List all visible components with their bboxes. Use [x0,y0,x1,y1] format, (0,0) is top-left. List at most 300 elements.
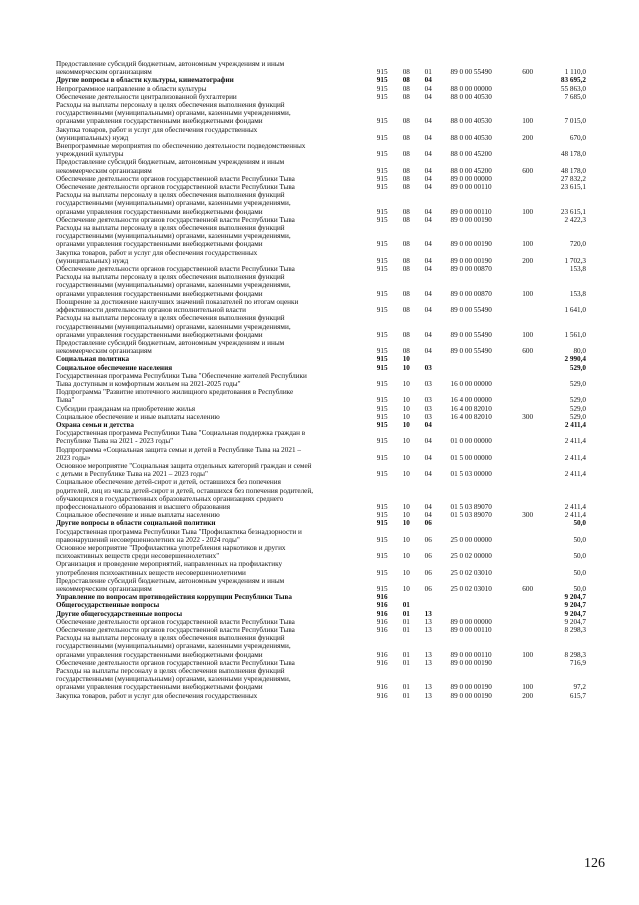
amount: 7 015,0 [564,117,587,126]
target-article-code: 89 0 00 00000 [450,617,492,626]
table-row [56,634,586,659]
row-name [56,593,377,601]
row-name [56,446,377,462]
row-name [56,85,377,93]
row-name-line: Предоставление субсидий бюджетным, автономным учреждениям и иным [56,158,285,167]
amount: 8 298,3 [564,650,587,659]
amount: 2 411,4 [564,502,587,511]
subsection-code: 04 [424,511,432,520]
amount: 55 863,0 [560,84,587,93]
table-row [56,191,586,216]
row-name-line: органами управления государственными внебюджетными фондами [56,683,263,692]
section-code: 10 [402,568,410,577]
table-row [56,265,586,273]
amount: 9 204,7 [564,593,587,602]
amount: 50,0 [573,585,587,593]
table-row [56,429,586,445]
row-name [56,224,377,249]
table-row [56,126,586,142]
subsection-code: 04 [424,166,432,175]
table-row [56,372,586,388]
row-name-line: Охрана семьи и детства [56,420,134,429]
section-code: 10 [402,519,410,528]
table-row [56,60,586,76]
row-name [56,618,377,626]
dept-code: 916 [376,609,388,618]
row-name-line: государственными (муниципальными) органами, казенными учреждениями, [56,109,291,118]
subsection-code: 13 [424,683,432,692]
table-row [56,85,586,93]
dept-code: 915 [376,347,388,356]
subsection-code: 04 [424,420,432,429]
subsection-code: 03 [424,363,432,372]
dept-code: 915 [376,183,388,192]
row-name [56,634,377,659]
page-number: 126 [584,856,605,871]
section-code: 10 [402,453,410,462]
section-code: 01 [402,683,410,692]
subsection-code: 06 [424,568,432,577]
row-name-line: Внепрограммные мероприятия по обеспечению деятельности подведомственных [56,142,306,151]
amount: 2 411,4 [564,437,587,446]
dept-code: 915 [376,84,388,93]
row-name [56,364,377,372]
target-article-code: 25 0 02 03010 [450,585,492,593]
target-article-code: 16 4 00 82010 [450,412,492,421]
subsection-code: 13 [424,691,432,700]
section-code: 10 [402,552,410,561]
amount: 1 561,0 [564,330,587,339]
section-code: 08 [402,174,410,183]
row-name [56,659,377,667]
amount: 48 178,0 [560,150,587,159]
subsection-code: 04 [424,215,432,224]
amount: 615,7 [569,691,587,700]
amount: 529,0 [569,379,587,388]
amount: 50,0 [573,535,587,544]
row-name-line: Подпрограмма "Развитие ипотечного жилищного кредитования в Республике [56,388,294,397]
expense-type-code: 100 [522,207,534,216]
row-name [56,519,377,527]
subsection-code: 06 [424,585,432,593]
target-article-code: 89 0 00 00190 [450,683,492,692]
section-code: 01 [402,650,410,659]
row-name [56,692,377,700]
row-name [56,560,377,576]
table-row [56,183,586,191]
table-row [56,478,586,511]
row-name-line: Государственная программа Республики Тыва "Обеспечение жителей Республики [56,371,307,380]
target-article-code: 25 0 02 00000 [450,552,492,561]
row-name-line: Субсидии гражданам на приобретение жилья [56,404,196,413]
subsection-code: 04 [424,502,432,511]
section-code: 08 [402,289,410,298]
dept-code: 915 [376,133,388,142]
row-name [56,355,377,363]
row-name [56,249,377,265]
amount: 9 204,7 [564,609,587,618]
dept-code: 915 [376,420,388,429]
table-row [56,175,586,183]
row-name-line: Государственная программа Республики Тыва "Профилактика безнадзорности и [56,527,302,536]
row-name-line: 2023 годы» [56,453,91,462]
subsection-code: 13 [424,658,432,667]
dept-code: 915 [376,519,388,528]
expense-type-code: 600 [522,166,534,175]
section-code: 08 [402,256,410,265]
table-row [56,618,586,626]
dept-code: 916 [376,601,388,610]
dept-code: 916 [376,683,388,692]
section-code: 08 [402,68,410,77]
row-name-line: Социальное обеспечение и иные выплаты населению [56,511,220,520]
subsection-code: 06 [424,519,432,528]
row-name-line: родителей, лиц из числа детей-сирот и детей, оставшихся без попечения родителей, [56,486,314,495]
subsection-code: 03 [424,412,432,421]
row-name [56,601,377,609]
dept-code: 915 [376,585,388,593]
target-article-code: 89 0 00 00110 [450,626,492,635]
section-code: 08 [402,265,410,274]
row-name [56,93,377,101]
row-name-line: Обеспечение деятельности органов государственной власти Республики Тыва [56,265,295,274]
table-row [56,224,586,249]
row-name-line: государственными (муниципальными) органами, казенными учреждениями, [56,281,291,290]
row-name-line: Обеспечение деятельности органов государственной власти Республики Тыва [56,215,295,224]
amount: 27 832,2 [560,174,587,183]
budget-table [56,60,586,700]
subsection-code: 03 [424,379,432,388]
amount: 670,0 [569,133,587,142]
target-article-code: 88 0 00 45200 [450,150,492,159]
target-article-code: 88 0 00 40530 [450,133,492,142]
row-name [56,413,377,421]
section-code: 08 [402,207,410,216]
row-name-line: органами управления государственными внебюджетными фондами [56,289,263,298]
dept-code: 916 [376,650,388,659]
subsection-code: 04 [424,207,432,216]
table-row [56,446,586,462]
row-name [56,101,377,126]
amount: 83 695,2 [560,76,587,85]
expense-type-code: 100 [522,289,534,298]
row-name-line: Обеспечение деятельности органов государственной власти Республики Тыва [56,617,295,626]
section-code: 10 [402,379,410,388]
section-code: 01 [402,691,410,700]
subsection-code: 13 [424,650,432,659]
row-name-line: Поощрение за достижение наилучших значений показателей по итогам оценки [56,297,299,306]
target-article-code: 89 0 00 55490 [450,330,492,339]
subsection-code: 04 [424,437,432,446]
target-article-code: 01 0 00 00000 [450,437,492,446]
subsection-code: 04 [424,256,432,265]
table-row [56,577,586,593]
row-name [56,158,377,174]
subsection-code: 04 [424,150,432,159]
amount: 23 615,1 [560,207,587,216]
table-row [56,626,586,634]
dept-code: 915 [376,306,388,315]
row-name-line: Предоставление субсидий бюджетным, автономным учреждениям и иным [56,338,285,347]
table-row [56,298,586,314]
row-name [56,577,377,593]
amount: 716,9 [569,658,587,667]
subsection-code: 04 [424,453,432,462]
expense-type-code: 100 [522,240,534,249]
row-name-line: Обеспечение деятельности органов государственной власти Республики Тыва [56,183,295,192]
subsection-code: 03 [424,404,432,413]
dept-code: 916 [376,658,388,667]
subsection-code: 04 [424,76,432,85]
amount: 2 990,4 [564,355,587,364]
dept-code: 915 [376,174,388,183]
amount: 153,8 [569,265,587,274]
amount: 720,0 [569,240,587,249]
section-code: 10 [402,404,410,413]
table-row [56,249,586,265]
dept-code: 915 [376,76,388,85]
amount: 9 204,7 [564,617,587,626]
target-article-code: 01 5 03 89070 [450,502,492,511]
table-row [56,142,586,158]
row-name-line: Расходы на выплаты персоналу в целях обеспечения выполнения функций [56,191,285,200]
table-row [56,314,586,339]
subsection-code: 04 [424,174,432,183]
subsection-code: 04 [424,289,432,298]
section-code: 10 [402,355,410,364]
row-name-line: государственными (муниципальными) органами, казенными учреждениями, [56,642,291,651]
target-article-code: 88 0 00 45200 [450,166,492,175]
expense-type-code: 300 [522,412,534,421]
target-article-code: 89 0 00 00190 [450,240,492,249]
row-name-line: Другие общегосударственные вопросы [56,609,183,618]
section-code: 01 [402,617,410,626]
section-code: 08 [402,215,410,224]
subsection-code: 04 [424,117,432,126]
table-row [56,610,586,618]
row-name-line: Предоставление субсидий бюджетным, автономным учреждениям и иным [56,60,285,68]
subsection-code: 13 [424,626,432,635]
dept-code: 915 [376,437,388,446]
row-name-line: Расходы на выплаты персоналу в целях обеспечения выполнения функций [56,667,285,676]
dept-code: 915 [376,207,388,216]
row-name-line: Обеспечение деятельности органов государственной власти Республики Тыва [56,174,295,183]
section-code: 08 [402,84,410,93]
table-row [56,158,586,174]
row-name-line: Расходы на выплаты персоналу в целях обеспечения выполнения функций [56,224,285,233]
dept-code: 915 [376,92,388,101]
dept-code: 915 [376,404,388,413]
subsection-code: 13 [424,617,432,626]
row-name-line: органами управления государственными внебюджетными фондами [56,117,263,126]
row-name-line: Закупка товаров, работ и услуг для обеспечения государственных [56,691,258,700]
row-name [56,76,377,84]
table-row [56,560,586,576]
target-article-code: 89 0 00 00870 [450,289,492,298]
section-code: 08 [402,183,410,192]
subsection-code: 04 [424,330,432,339]
expense-type-code: 600 [522,68,534,77]
row-name-line: психоактивных веществ среди несовершеннолетних" [56,552,220,561]
amount: 97,2 [573,683,587,692]
expense-type-code: 200 [522,133,534,142]
section-code: 10 [402,420,410,429]
section-code: 10 [402,437,410,446]
row-name [56,126,377,142]
dept-code: 916 [376,691,388,700]
section-code: 08 [402,306,410,315]
row-name-line: употребления психоактивных веществ несовершеннолетними [56,568,246,577]
amount: 50,0 [573,568,587,577]
section-code: 08 [402,117,410,126]
row-name-line: Социальное обеспечение и иные выплаты населению [56,412,220,421]
table-row [56,593,586,601]
dept-code: 915 [376,535,388,544]
dept-code: 915 [376,289,388,298]
table-row [56,528,586,544]
dept-code: 915 [376,396,388,405]
row-name [56,421,377,429]
dept-code: 915 [376,117,388,126]
row-name-line: Непрограммное направление в области культуры [56,84,207,93]
table-row [56,339,586,355]
expense-type-code: 100 [522,650,534,659]
section-code: 01 [402,601,410,610]
amount: 2 411,4 [564,511,587,520]
row-name [56,372,377,388]
section-code: 10 [402,396,410,405]
amount: 2 411,4 [564,470,587,479]
row-name [56,667,377,692]
row-name-line: некоммерческим организациям [56,166,152,175]
section-code: 01 [402,626,410,635]
dept-code: 915 [376,568,388,577]
row-name-line: Расходы на выплаты персоналу в целях обеспечения выполнения функций [56,634,285,643]
dept-code: 915 [376,330,388,339]
table-row [56,93,586,101]
row-name [56,273,377,298]
row-name-line: Обеспечение деятельности централизованной бухгалтерии [56,92,237,101]
table-row [56,659,586,667]
target-article-code: 89 0 00 00190 [450,256,492,265]
dept-code: 915 [376,215,388,224]
row-name-line: Государственная программа Республики Тыва "Социальная поддержка граждан в [56,429,306,438]
row-name-line: Расходы на выплаты персоналу в целях обеспечения выполнения функций [56,314,285,323]
target-article-code: 89 0 00 55490 [450,68,492,77]
table-row [56,601,586,609]
amount: 529,0 [569,363,587,372]
target-article-code: 89 0 00 55490 [450,306,492,315]
subsection-code: 04 [424,265,432,274]
amount: 80,0 [573,347,587,356]
amount: 7 685,0 [564,92,587,101]
row-name-line: Республике Тыва на 2021 - 2023 годы" [56,437,174,446]
row-name [56,429,377,445]
target-article-code: 89 0 00 00190 [450,215,492,224]
row-name-line: Социальное обеспечение населения [56,363,173,372]
amount: 50,0 [573,519,587,528]
row-name-line: Организация и проведение мероприятий, направленных на профилактику [56,560,283,569]
subsection-code: 04 [424,133,432,142]
row-name-line: с детьми в Республике Тыва на 2021 – 2023 годы" [56,470,208,479]
section-code: 10 [402,511,410,520]
table-row [56,364,586,372]
dept-code: 916 [376,593,388,602]
row-name-line: Закупка товаров, работ и услуг для обеспечения государственных [56,125,258,134]
row-name-line: некоммерческим организациям [56,68,152,77]
dept-code: 915 [376,256,388,265]
row-name [56,265,377,273]
row-name-line: Обеспечение деятельности органов государственной власти Республики Тыва [56,658,295,667]
expense-type-code: 100 [522,330,534,339]
dept-code: 915 [376,453,388,462]
table-row [56,667,586,692]
amount: 9 204,7 [564,601,587,610]
target-article-code: 89 0 00 00190 [450,658,492,667]
amount: 2 422,3 [564,215,587,224]
amount: 2 411,4 [564,453,587,462]
row-name-line: Другие вопросы в области социальной политики [56,519,216,528]
row-name-line: органами управления государственными внебюджетными фондами [56,240,263,249]
row-name-line: Закупка товаров, работ и услуг для обеспечения государственных [56,248,258,257]
subsection-code: 01 [424,68,432,77]
row-name [56,528,377,544]
row-name-line: Предоставление субсидий бюджетным, автономным учреждениям и иным [56,576,285,585]
row-name-line: правонарушений несовершеннолетних на 2022 - 2024 годы" [56,535,240,544]
target-article-code: 89 0 00 00110 [450,207,492,216]
row-name-line: Общегосударственные вопросы [56,601,160,610]
row-name-line: государственными (муниципальными) органами, казенными учреждениями, [56,232,291,241]
expense-type-code: 600 [522,347,534,356]
expense-type-code: 200 [522,256,534,265]
row-name [56,183,377,191]
row-name-line: эффективности деятельности органов исполнительной власти [56,306,246,315]
table-row [56,519,586,527]
row-name-line: органами управления государственными внебюджетными фондами [56,330,263,339]
amount: 8 298,3 [564,626,587,635]
row-name-line: Управление по вопросам противодействия коррупции Республики Тыва [56,593,292,602]
expense-type-code: 100 [522,117,534,126]
row-name-line: учреждений культуры [56,150,124,159]
section-code: 01 [402,609,410,618]
target-article-code: 25 0 02 03010 [450,568,492,577]
target-article-code: 01 5 03 89070 [450,511,492,520]
amount: 1 702,3 [564,256,587,265]
amount: 1 110,0 [564,68,587,77]
target-article-code: 16 4 00 00000 [450,396,492,405]
row-name [56,142,377,158]
subsection-code: 04 [424,240,432,249]
section-code: 08 [402,166,410,175]
dept-code: 915 [376,379,388,388]
row-name-line: Социальное обеспечение детей-сирот и детей, оставшихся без попечения [56,478,281,487]
row-name [56,60,377,76]
amount: 2 411,4 [564,420,587,429]
row-name-line: Тыва доступным и комфортным жильем на 2021-2025 годы" [56,379,241,388]
target-article-code: 25 0 00 00000 [450,535,492,544]
expense-type-code: 100 [522,683,534,692]
row-name [56,298,377,314]
expense-type-code: 200 [522,691,534,700]
row-name-line: обучающихся в государственных образовательных организациях среднего [56,494,284,503]
row-name-line: Расходы на выплаты персоналу в целях обеспечения выполнения функций [56,273,285,282]
amount: 50,0 [573,552,587,561]
subsection-code: 04 [424,470,432,479]
subsection-code: 06 [424,552,432,561]
row-name-line: профессионального образования и высшего образования [56,502,231,511]
row-name [56,610,377,618]
row-name [56,626,377,634]
